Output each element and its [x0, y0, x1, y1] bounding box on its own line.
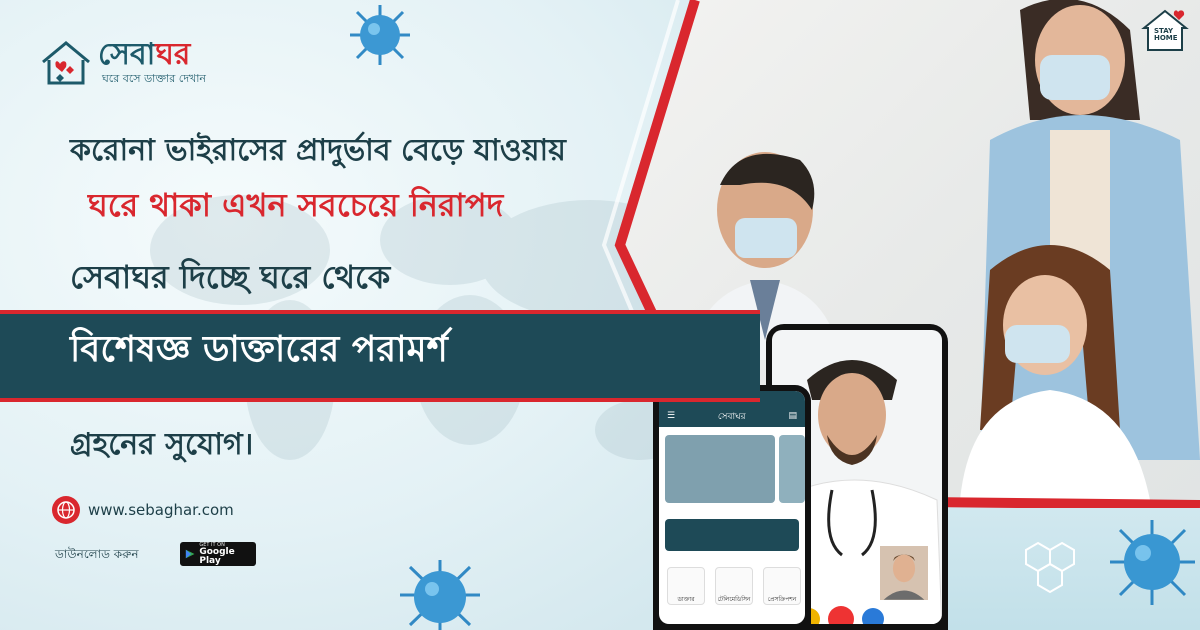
- website-link[interactable]: www.sebaghar.com: [88, 501, 234, 519]
- hotline-card[interactable]: [665, 519, 799, 551]
- language-icon[interactable]: ▤: [788, 411, 797, 421]
- menu-icon[interactable]: ☰: [667, 411, 676, 421]
- app-phone: [653, 385, 811, 630]
- virus-icon: [395, 555, 485, 630]
- badge-line2: HOME: [1154, 34, 1178, 42]
- self-view-person: [880, 546, 928, 600]
- virus-icon: [345, 0, 415, 70]
- logo-name: [98, 37, 206, 72]
- headline-line4: বিশেষজ্ঞ ডাক্তারের পরামর্শ: [70, 329, 448, 370]
- badge-line1: STAY: [1154, 27, 1174, 35]
- stay-home-badge: [1140, 8, 1190, 52]
- google-play-button[interactable]: [180, 542, 256, 566]
- download-label: ডাউনলোড করুন: [55, 547, 139, 561]
- brand-logo[interactable]: [40, 37, 206, 86]
- headline-line2: ঘরে থাকা এখন সবচেয়ে নিরাপদ: [88, 186, 504, 224]
- molecule-icon: [1020, 538, 1090, 598]
- logo-text: [98, 37, 206, 85]
- app-bar: [659, 405, 805, 427]
- tile-telemedicine[interactable]: টেলিমেডিসিন: [715, 567, 753, 605]
- store-big-text: Google Play: [199, 546, 235, 566]
- logo-tagline: ঘরে বসে ডাক্তার দেখান: [102, 72, 206, 85]
- google-play-icon: [185, 548, 195, 560]
- app-screen: [659, 391, 805, 624]
- tile-doctor[interactable]: ডাক্তার: [667, 567, 705, 605]
- logo-name-part2: ঘর: [155, 37, 191, 72]
- logo-name-part1: সেবা: [98, 37, 156, 72]
- video-toggle-button[interactable]: [862, 608, 884, 624]
- headline-line3: সেবাঘর দিচ্ছে ঘরে থেকে: [70, 258, 391, 296]
- headline-line5: গ্রহনের সুযোগ।: [70, 427, 254, 462]
- stay-home-text: [1154, 28, 1178, 42]
- doctors-banner[interactable]: [665, 435, 775, 503]
- covid-banner[interactable]: [779, 435, 805, 503]
- self-view-thumbnail: [878, 544, 930, 602]
- virus-icon: [1105, 515, 1200, 610]
- house-logo-icon: [40, 40, 92, 86]
- headline-line1: করোনা ভাইরাসের প্রাদুর্ভাব বেড়ে যাওয়ায়: [70, 133, 566, 168]
- globe-icon: [52, 496, 80, 524]
- tile-prescription[interactable]: প্রেসক্রিপশন: [763, 567, 801, 605]
- app-title: সেবাঘর: [717, 411, 746, 422]
- google-play-text: [199, 543, 251, 566]
- store-small-text: GET IT ON: [199, 541, 225, 548]
